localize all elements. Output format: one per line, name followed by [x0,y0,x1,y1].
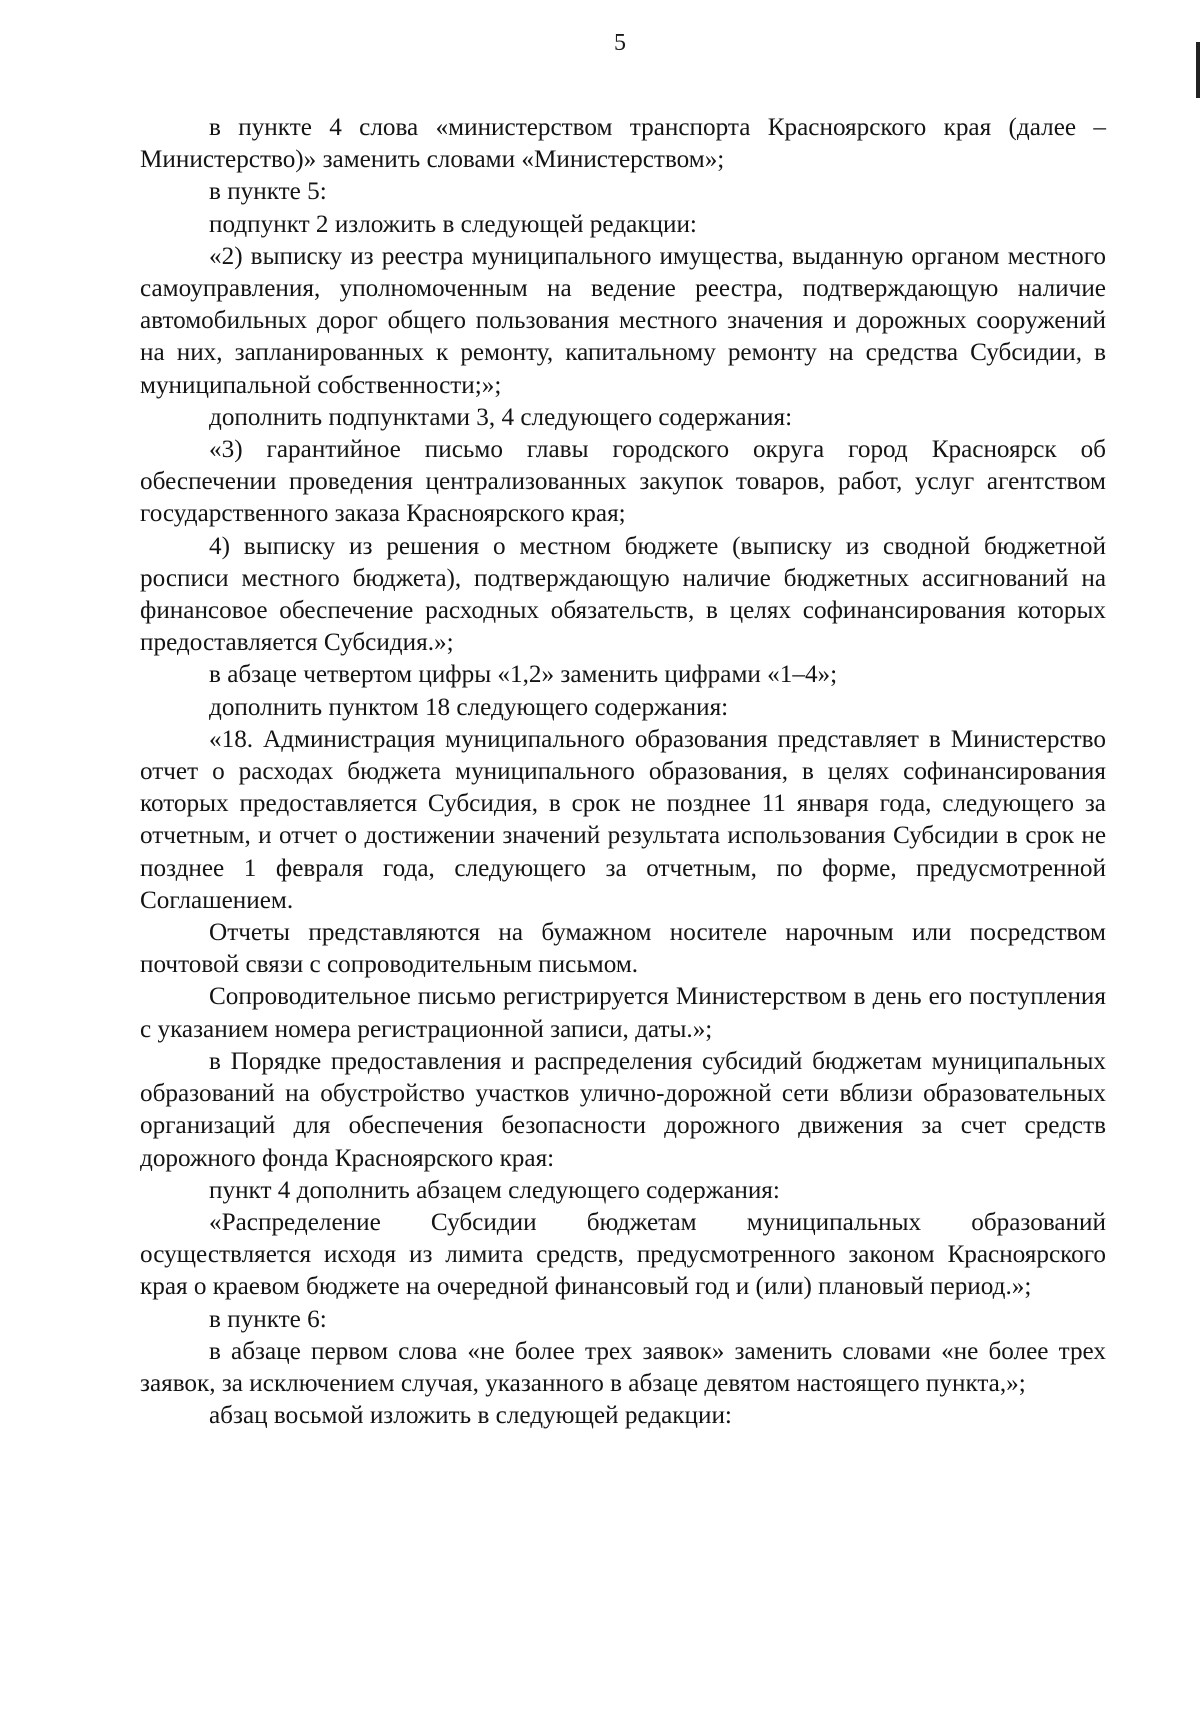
paragraph: «18. Администрация муниципального образования представляет в Министерство отчет о расходах бюджета муниципального образования, в целях софинансирования которых предоставляется Субсидия, в срок не позднее 11 января года, следующего за отчетным, и отчет о достижении значений результата использования Субсидии в срок не позднее 1 февраля года, следующего за отчетным, по форме, предусмотренной Соглашением. [140,725,1106,914]
paragraph: в Порядке предоставления и распределения субсидий бюджетам муниципальных образований на обустройство участков улично-дорожной сети вблизи образовательных организаций для обеспечения безопасности дорожного движения за счет средств дорожного фонда Красноярского края: [140,1047,1106,1172]
paragraph: «2) выписку из реестра муниципального имущества, выданную органом местного самоуправления, уполномоченным на ведение реестра, подтверждающую наличие автомобильных дорог общего пользования местного значения и дорожных сооружений на них, запланированных к ремонту, капитальному ремонту на средства Субсидии, в муниципальной собственности;»; [140,242,1106,399]
paragraph: в пункте 4 слова «министерством транспорта Красноярского края (далее – Министерство)» заменить словами «Министерством»; [140,114,1106,174]
paragraph: «3) гарантийное письмо главы городского округа город Красноярск об обеспечении проведения централизованных закупок товаров, работ, услуг агентством государственного заказа Красноярского края; [140,436,1106,528]
document-body [140,112,1106,1432]
paragraph: в пункте 6: [209,1305,327,1333]
paragraph: абзац восьмой изложить в следующей редакции: [209,1402,732,1430]
paragraph: в абзаце первом слова «не более трех заявок» заменить словами «не более трех заявок, за исключением случая, указанного в абзаце девятом настоящего пункта,»; [140,1337,1106,1397]
paragraph: пункт 4 дополнить абзацем следующего содержания: [209,1176,780,1204]
paragraph: 4) выписку из решения о местном бюджете (выписку из сводной бюджетной росписи местного бюджета), подтверждающую наличие бюджетных ассигнований на финансовое обеспечение расходных обязательств, в целях софинансирования которых предоставляется Субсидия.»; [140,532,1106,657]
paragraph: дополнить пунктом 18 следующего содержания: [209,693,729,721]
paragraph: «Распределение Субсидии бюджетам муниципальных образований осуществляется исходя из лимита средств, предусмотренного законом Красноярского края о краевом бюджете на очередной финансовый год и (или) плановый период.»; [140,1208,1106,1301]
paragraph: дополнить подпунктами 3, 4 следующего содержания: [209,403,793,431]
scan-edge-mark [1196,42,1200,98]
paragraph: Отчеты представляются на бумажном носителе нарочным или посредством почтовой связи с сопроводительным письмом. [140,919,1106,979]
page-number: 5 [614,30,626,56]
paragraph: подпункт 2 изложить в следующей редакции: [209,210,697,238]
paragraph: Сопроводительное письмо регистрируется Министерством в день его поступления с указанием номера регистрационной записи, даты.»; [140,983,1106,1043]
paragraph: в пункте 5: [209,178,327,206]
paragraph: в абзаце четвертом цифры «1,2» заменить цифрами «1–4»; [209,661,838,689]
